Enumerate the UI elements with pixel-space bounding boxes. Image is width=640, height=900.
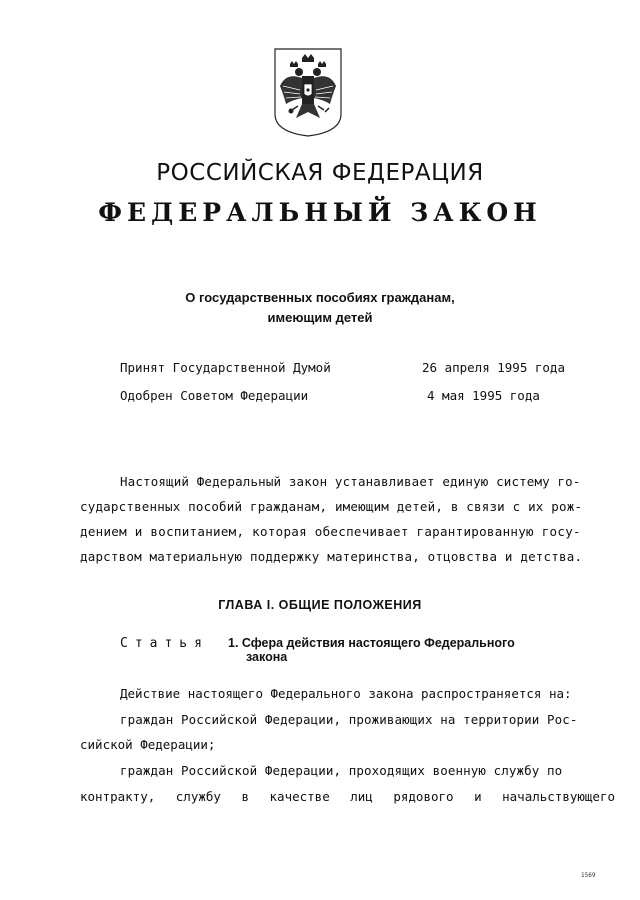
- law-subject-line: О государственных пособиях гражданам,: [185, 290, 455, 305]
- article-title: [228, 636, 515, 664]
- council-approval-label: Одобрен Советом Федерации: [120, 388, 309, 403]
- country-heading: РОССИЙСКАЯ ФЕДЕРАЦИЯ: [156, 160, 484, 186]
- article-label: Статья: [120, 636, 209, 651]
- body-line: Действие настоящего Федерального закона распространяется на:: [120, 686, 572, 701]
- duma-adoption-label: Принят Государственной Думой: [120, 360, 331, 375]
- preamble-line: сударственных пособий гражданам, имеющим детей, в связи с их рож-: [80, 499, 583, 514]
- body-line: контракту, службу в качестве лиц рядового и начальствующего: [80, 789, 616, 804]
- article-title-line: закона: [246, 650, 288, 664]
- body-line: граждан Российской Федерации, проходящих военную службу по: [120, 763, 563, 778]
- preamble-line: дарством материальную поддержку материнства, отцовства и детства.: [80, 549, 583, 564]
- page-number: 1569: [581, 872, 596, 879]
- document-type-heading: ФЕДЕРАЛЬНЫЙ ЗАКОН: [98, 198, 542, 227]
- duma-adoption-date: 26 апреля 1995 года: [422, 360, 565, 375]
- preamble-line: дением и воспитанием, которая обеспечивает гарантированную госу-: [80, 524, 581, 539]
- council-approval-date: 4 мая 1995 года: [427, 388, 540, 403]
- body-line: сийской Федерации;: [80, 737, 216, 752]
- preamble-line: Настоящий Федеральный закон устанавливает единую систему го-: [120, 474, 581, 489]
- law-subject: [0, 288, 640, 328]
- coat-of-arms-icon: [272, 46, 344, 138]
- article-title-line: 1. Сфера действия настоящего Федерального: [228, 636, 515, 650]
- body-line: граждан Российской Федерации, проживающих на территории Рос-: [120, 712, 578, 727]
- law-subject-line: имеющим детей: [267, 310, 373, 325]
- chapter-heading: ГЛАВА I. ОБЩИЕ ПОЛОЖЕНИЯ: [218, 598, 422, 612]
